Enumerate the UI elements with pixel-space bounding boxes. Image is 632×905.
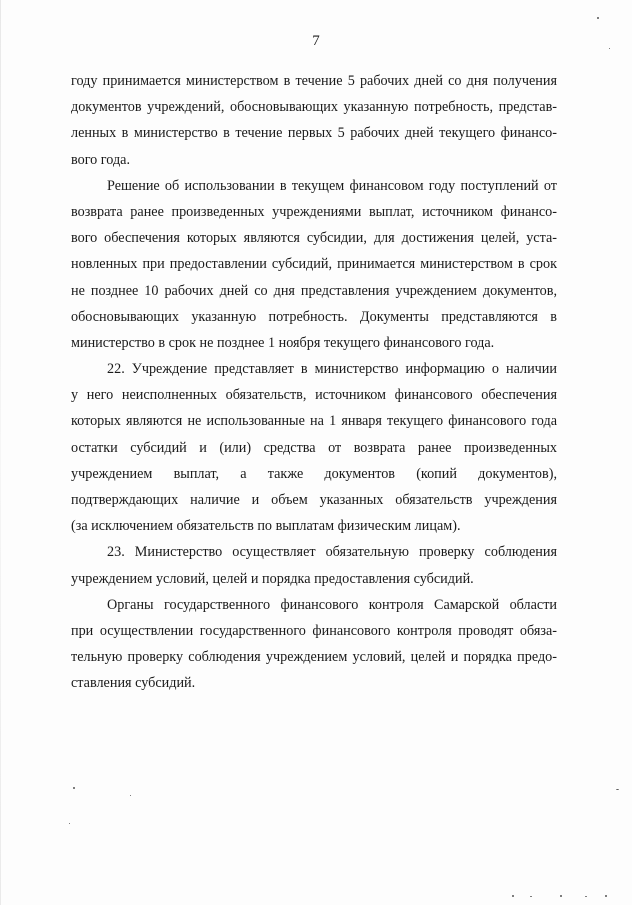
text-line: ставления субсидий. bbox=[71, 675, 196, 692]
text-line: обосновывающих указанную потребность. Документы представляются в bbox=[71, 308, 557, 325]
paragraph-continuation bbox=[71, 68, 557, 173]
text-line: учреждением выплат, а также документов (копий документов), bbox=[71, 465, 557, 482]
text-line: 23. Министерство осуществляет обязательную проверку соблюдения bbox=[107, 544, 557, 561]
page-number: 7 bbox=[312, 33, 320, 49]
scan-speck bbox=[73, 787, 75, 789]
text-line: вого года. bbox=[71, 151, 131, 168]
text-line: Органы государственного финансового контроля Самарской области bbox=[107, 596, 557, 613]
scan-speck bbox=[560, 895, 562, 897]
scan-edge bbox=[0, 0, 1, 905]
text-line: ленных в министерство в течение первых 5 рабочих дней текущего финансо- bbox=[71, 125, 557, 142]
scan-speck bbox=[69, 823, 70, 824]
text-line: году принимается министерством в течение 5 рабочих дней со дня получения bbox=[71, 73, 557, 89]
paragraph-item-23 bbox=[71, 539, 557, 591]
text-line: тельную проверку соблюдения учреждением условий, целей и порядка предо- bbox=[71, 649, 557, 666]
scan-speck bbox=[605, 895, 607, 897]
scan-speck bbox=[616, 789, 619, 790]
text-line: 22. Учреждение представляет в министерство информацию о наличии bbox=[107, 361, 557, 378]
text-line: вого обеспечения которых являются субсидии, для достижения целей, уста- bbox=[71, 230, 557, 247]
scan-speck bbox=[512, 895, 514, 897]
text-line: новленных при предоставлении субсидий, принимается министерством в срок bbox=[71, 256, 557, 273]
scan-speck bbox=[530, 896, 532, 897]
scan-speck bbox=[130, 795, 131, 796]
text-line: учреждением условий, целей и порядка предоставления субсидий. bbox=[71, 570, 474, 587]
text-line: которых являются не использованные на 1 января текущего финансового года bbox=[71, 413, 557, 430]
text-line: министерство в срок не позднее 1 ноября текущего финансового года. bbox=[71, 334, 495, 351]
text-line: подтверждающих наличие и объем указанных обязательств учреждения bbox=[71, 492, 557, 508]
text-line: у него неисполненных обязательств, источником финансового обеспечения bbox=[71, 387, 557, 404]
paragraph-decision bbox=[71, 173, 557, 356]
scan-speck bbox=[597, 17, 599, 19]
text-line: при осуществлении государственного финансового контроля проводят обяза- bbox=[71, 622, 557, 639]
scan-speck bbox=[585, 896, 587, 897]
text-line: (за исключением обязательств по выплатам физическим лицам). bbox=[71, 518, 461, 535]
paragraph-item-22 bbox=[71, 356, 557, 539]
text-line: возврата ранее произведенных учреждениями выплат, источником финансо- bbox=[71, 203, 557, 220]
text-line: остатки субсидий и (или) средства от возврата ранее произведенных bbox=[71, 439, 557, 456]
document-body bbox=[71, 68, 557, 697]
scan-speck bbox=[609, 48, 610, 49]
paragraph-control-bodies bbox=[71, 592, 557, 697]
text-line: документов учреждений, обосновывающих указанную потребность, представ- bbox=[71, 99, 557, 116]
text-line: Решение об использовании в текущем финансовом году поступлений от bbox=[107, 177, 557, 194]
text-line: не позднее 10 рабочих дней со дня представления учреждением документов, bbox=[71, 282, 557, 299]
